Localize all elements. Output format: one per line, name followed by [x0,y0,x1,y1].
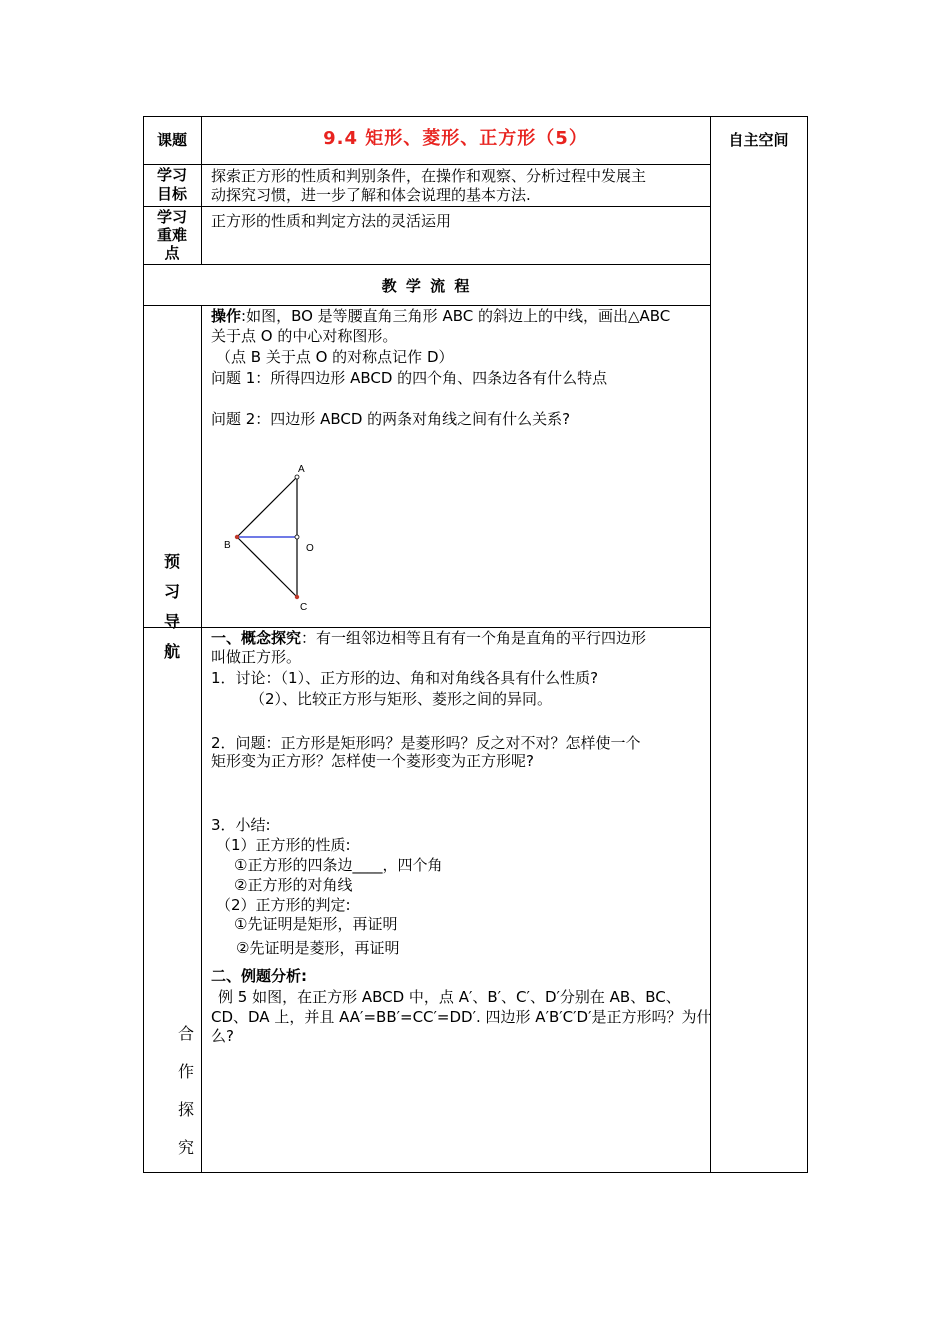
concept-text: ：有一组邻边相等且有有一个角是直角的平行四边形 [301,629,647,647]
row-divider-flow [143,305,710,306]
table-border-right [807,116,808,1173]
vertex-b [235,535,239,539]
cooperate-char-4: 究 [177,1138,194,1157]
row-divider-objectives [143,206,710,207]
triangle-figure [215,458,325,618]
objectives-line-1: 探索正方形的性质和判别条件，在操作和观察、分析过程中发展主 [211,167,647,185]
example-line-2: CD、DA 上，并且 AA′=BB′=CC′=DD′. 四边形 A′B′C′D′是正方形吗？为什 [211,1008,712,1026]
cooperate-char-2: 作 [177,1062,194,1081]
question-2-line-1: 2．问题：正方形是矩形吗？是菱形吗？反之对不对？怎样使一个 [211,734,641,752]
table-border-top [143,116,807,117]
preview-char-2: 习 [163,582,180,601]
cooperate-side-label [143,1024,229,1176]
objectives-line-2: 动探究习惯，进一步了解和体会说理的基本方法. [211,186,531,204]
question-2-line-2: 矩形变为正方形？怎样使一个菱形变为正方形呢? [211,752,534,770]
summary-1a: ①正方形的四条边____，四个角 [234,856,443,874]
label-a: A [298,464,305,475]
cooperate-char-1: 合 [177,1024,194,1043]
edge-ba [237,477,297,537]
example-line-1: 例 5 如图，在正方形 ABCD 中，点 A′、B′、C′、D′分别在 AB、BC、 [218,988,681,1006]
discuss-1: 1．讨论：（1）、正方形的边、角和对角线各具有什么性质? [211,669,599,687]
concept-heading: 一、概念探究 [211,629,302,647]
summary-2: （2）正方形的判定: [216,896,351,914]
flow-heading: 教 学 流 程 [381,277,472,295]
keypoints-label: 学习重难点 [156,208,187,262]
summary-heading: 3．小结: [211,816,271,834]
vertex-c [295,595,299,599]
preview-char-3: 导 [163,612,180,631]
vertex-o [295,535,299,539]
label-o: O [306,543,314,554]
page-title: 9.4 矩形、菱形、正方形（5） [323,128,588,149]
concept-line-1 [211,629,646,648]
operation-line-2: 关于点 O 的中心对称图形。 [211,327,398,345]
edge-bc [237,537,297,597]
example-heading: 二、例题分析: [211,967,307,985]
operation-label: 操作 [211,307,242,325]
operation-text: :如图，BO 是等腰直角三角形 ABC 的斜边上的中线，画出△ABC [241,307,671,325]
keypoints-text: 正方形的性质和判定方法的灵活运用 [211,212,452,230]
question-2: 问题 2：四边形 ABCD 的两条对角线之间有什么关系? [211,410,571,428]
row-divider-preview [143,627,710,628]
row-divider-header [143,164,710,165]
question-1: 问题 1：所得四边形 ABCD 的四个角、四条边各有什么特点 [211,369,608,387]
operation-line-3: （点 B 关于点 O 的对称点记作 D） [216,348,454,366]
summary-1b: ②正方形的对角线 [234,876,353,894]
discuss-2: （2）、比较正方形与矩形、菱形之间的异同。 [250,690,553,708]
concept-line-2: 叫做正方形。 [211,648,302,666]
label-b: B [224,540,231,551]
topic-label: 课题 [156,131,187,149]
preview-char-4: 航 [163,642,180,661]
vertex-a [295,475,299,479]
summary-2b: ②先证明是菱形，再证明 [236,939,400,957]
summary-1: （1）正方形的性质: [216,836,351,854]
cooperate-char-3: 探 [177,1100,194,1119]
summary-2a: ①先证明是矩形，再证明 [234,915,398,933]
preview-side-label [143,552,201,672]
label-c: C [300,602,308,613]
table-border-bottom [143,1172,807,1173]
preview-char-1: 预 [163,552,180,571]
self-space-label: 自主空间 [728,131,789,149]
example-line-3: 么? [211,1027,234,1045]
operation-line-1 [211,307,670,326]
objectives-label: 学习目标 [156,166,187,203]
row-divider-keypoints [143,264,710,265]
